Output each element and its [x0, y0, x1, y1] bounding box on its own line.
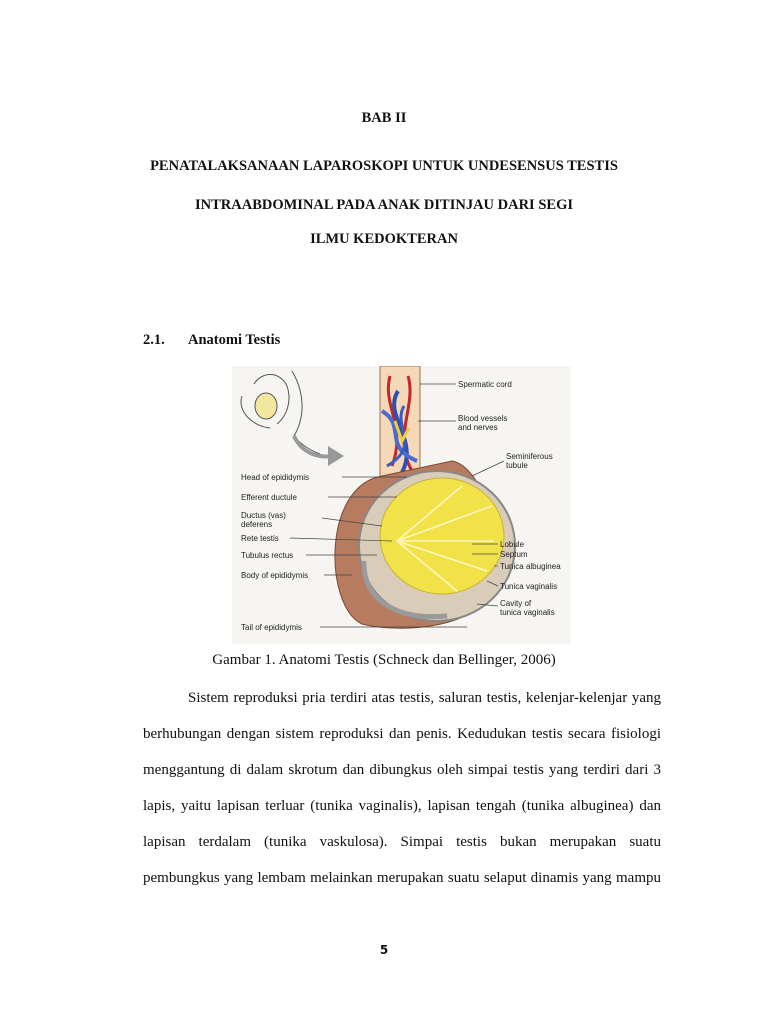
section-title: Anatomi Testis — [188, 332, 281, 348]
label-tubule: tubule — [506, 461, 528, 470]
label-ductus-vas: Ductus (vas) — [241, 511, 286, 520]
label-cavity-tunica-vaginalis: tunica vaginalis — [500, 608, 555, 617]
label-lobule: Lobule — [500, 540, 525, 549]
label-spermatic-cord: Spermatic cord — [458, 380, 512, 389]
label-rete-testis: Rete testis — [241, 534, 279, 543]
label-body-of-epididymis: Body of epididymis — [241, 571, 309, 580]
testis-anatomy-figure — [232, 366, 571, 644]
body-line-1: Sistem reproduksi pria terdiri atas testis, saluran testis, kelenjar-kelenjar yang — [188, 690, 661, 706]
label-blood-vessels: Blood vessels — [458, 414, 508, 423]
body-line-2: berhubungan dengan sistem reproduksi dan penis. Kedudukan testis secara fisiologi — [143, 726, 661, 742]
body-line-3: menggantung di dalam skrotum dan dibungkus oleh simpai testis yang terdiri dari 3 — [143, 762, 661, 778]
label-head-of-epididymis: Head of epididymis — [241, 473, 310, 482]
label-tunica-vaginalis: Tunica vaginalis — [500, 582, 558, 591]
page-number: 5 — [379, 943, 389, 957]
pointer-arrow-head — [328, 446, 344, 466]
chapter-title-line-1: PENATALAKSANAAN LAPAROSKOPI UNTUK UNDESENSUS TESTIS — [150, 158, 618, 174]
label-tubulus-rectus: Tubulus rectus — [241, 551, 294, 560]
chapter-title-line-3: ILMU KEDOKTERAN — [310, 231, 458, 247]
body-line-6: pembungkus yang lembam melainkan merupakan suatu selaput dinamis yang mampu — [143, 870, 661, 886]
body-line-5: lapisan terdalam (tunika vaskulosa). Simpai testis bukan merupakan suatu — [143, 834, 661, 850]
label-cavity-of: Cavity of — [500, 599, 532, 608]
label-septum: Septum — [500, 550, 528, 559]
figure-caption: Gambar 1. Anatomi Testis (Schneck dan Bellinger, 2006) — [212, 652, 556, 668]
pointer-arrow-shaft — [294, 436, 332, 456]
label-deferens: deferens — [241, 520, 273, 529]
section-heading — [143, 332, 280, 349]
label-and-nerves: and nerves — [458, 423, 498, 432]
label-tail-of-epididymis: Tail of epididymis — [241, 623, 302, 632]
body-paragraph — [143, 680, 661, 896]
label-efferent-ductule: Efferent ductule — [241, 493, 297, 502]
label-tunica-albuginea: Tunica albuginea — [500, 562, 561, 571]
section-number: 2.1. — [143, 332, 165, 348]
chapter-title-line-2: INTRAABDOMINAL PADA ANAK DITINJAU DARI SEGI — [195, 197, 573, 213]
testis-anatomy-illustration — [232, 366, 571, 644]
chapter-heading: BAB II — [361, 110, 407, 126]
inset-body-outline — [241, 371, 320, 454]
body-line-4: lapis, yaitu lapisan terluar (tunika vaginalis), lapisan tengah (tunika albuginea) dan — [143, 798, 661, 814]
testis-lobules — [380, 478, 504, 594]
label-seminiferous: Seminiferous — [506, 452, 553, 461]
